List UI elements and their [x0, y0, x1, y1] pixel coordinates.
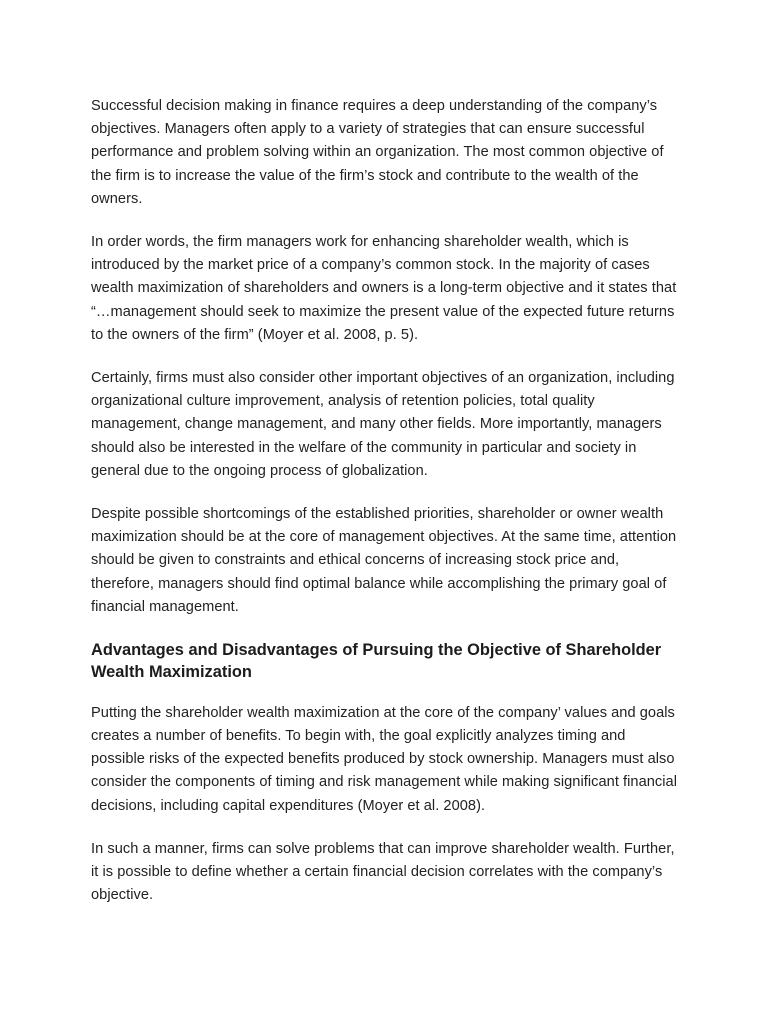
section-heading: Advantages and Disadvantages of Pursuing the Objective of Shareholder Wealth Maximization — [91, 641, 662, 682]
paragraph-solve-problems: In such a manner, firms can solve problems that can improve shareholder wealth. Further, it is possible to define whether a certain financial decision correlates with the company’s objective. — [91, 840, 675, 904]
paragraph-benefits: Putting the shareholder wealth maximization at the core of the company’ values and goals creates a number of benefits. To begin with, the goal explicitly analyzes timing and possible risks of the expected benefits produced by stock ownership. Managers must also consider the components of timing and risk management while making significant financial decisions, including capital expenditures (Moyer et al. 2008). — [91, 704, 678, 814]
paragraph-company-objectives: Successful decision making in finance requires a deep understanding of the company’s objectives. Managers often apply to a variety of strategies that can ensure successful performance and problem solving within an organization. The most common objective of the firm is to increase the value of the firm’s stock and contribute to the wealth of the owners. — [91, 98, 664, 207]
paragraph-core-objectives: Despite possible shortcomings of the established priorities, shareholder or owner wealth maximization should be at the core of management objectives. At the same time, attention should be given to constraints and ethical concerns of increasing stock price and, therefore, managers should find optimal balance while accomplishing the primary goal of financial management. — [91, 506, 677, 615]
paragraph-shareholder-wealth: In order words, the firm managers work for enhancing shareholder wealth, which is introduced by the market price of a company’s common stock. In the majority of cases wealth maximization of shareholders and owners is a long-term objective and it states that “…management should seek to maximize the present value of the expected future returns to the owners of the firm” (Moyer et al. 2008, p. 5). — [91, 234, 677, 343]
paragraph-other-objectives: Certainly, firms must also consider other important objectives of an organization, including organizational culture improvement, analysis of retention policies, total quality management, change management, and many other fields. More importantly, managers should also be interested in the welfare of the community in particular and society in general due to the ongoing process of globalization. — [91, 370, 675, 479]
